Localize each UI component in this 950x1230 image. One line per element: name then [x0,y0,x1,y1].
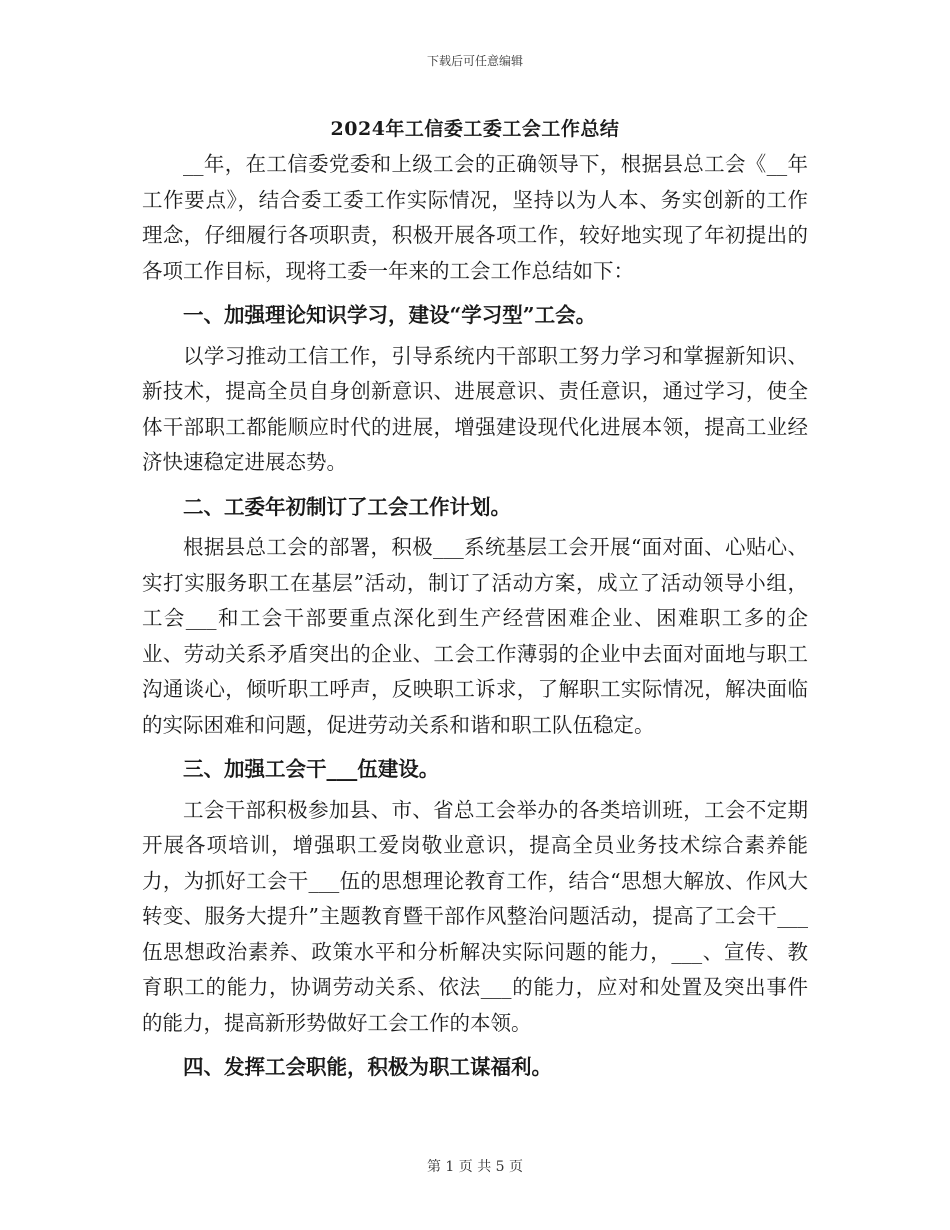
section-paragraph-3: 工会干部积极参加县、市、省总工会举办的各类培训班，工会不定期开展各项培训，增强职工爱岗敬业意识，提高全员业务技术综合素养能力，为抓好工会干___伍的思想理论教育工作，结合“思想大解放、作风大转变、服务大提升”主题教育暨干部作风整治问题活动，提高了工会干___伍思想政治素养、政策水平和分析解决实际问题的能力，___、宣传、教育职工的能力，协调劳动关系、依法___的能力，应对和处置及突出事件的能力，提高新形势做好工会工作的本领。 [142,797,808,1035]
section-heading-3: 三、加强工会干___伍建设。 [183,757,440,781]
document-title: 2024年工信委工委工会工作总结 [330,118,620,140]
document-body [142,147,808,1091]
intro-paragraph: __年，在工信委党委和上级工会的正确领导下，根据县总工会《__年工作要点》，结合委工委工作实际情况，坚持以为人本、务实创新的工作理念，仔细履行各项职责，积极开展各项工作，较好地实现了年初提出的各项工作目标，现将工委一年来的工会工作总结如下： [142,152,808,283]
section-heading-4: 四、发挥工会职能，积极为职工谋福利。 [183,1055,552,1079]
section-paragraph-1: 以学习推动工信工作，引导系统内干部职工努力学习和掌握新知识、新技术，提高全员自身创新意识、进展意识、责任意识，通过学习，使全体干部职工都能顺应时代的进展，增强建设现代化进展本领，提高工业经济快速稳定进展态势。 [142,343,808,474]
section-heading-1: 一、加强理论知识学习，建设“学习型”工会。 [183,303,597,327]
page-header: 下载后可任意编辑 [426,54,523,68]
page-number-footer: 第 1 页 共 5 页 [426,1159,524,1175]
section-paragraph-2: 根据县总工会的部署，积极___系统基层工会开展“面对面、心贴心、实打实服务职工在基层”活动，制订了活动方案，成立了活动领导小组，工会___和工会干部要重点深化到生产经营困难企业、困难职工多的企业、劳动关系矛盾突出的企业、工会工作薄弱的企业中去面对面地与职工沟通谈心，倾听职工呼声，反映职工诉求，了解职工实际情况，解决面临的实际困难和问题，促进劳动关系和谐和职工队伍稳定。 [142,535,808,737]
section-heading-2: 二、工委年初制订了工会工作计划。 [183,494,511,519]
